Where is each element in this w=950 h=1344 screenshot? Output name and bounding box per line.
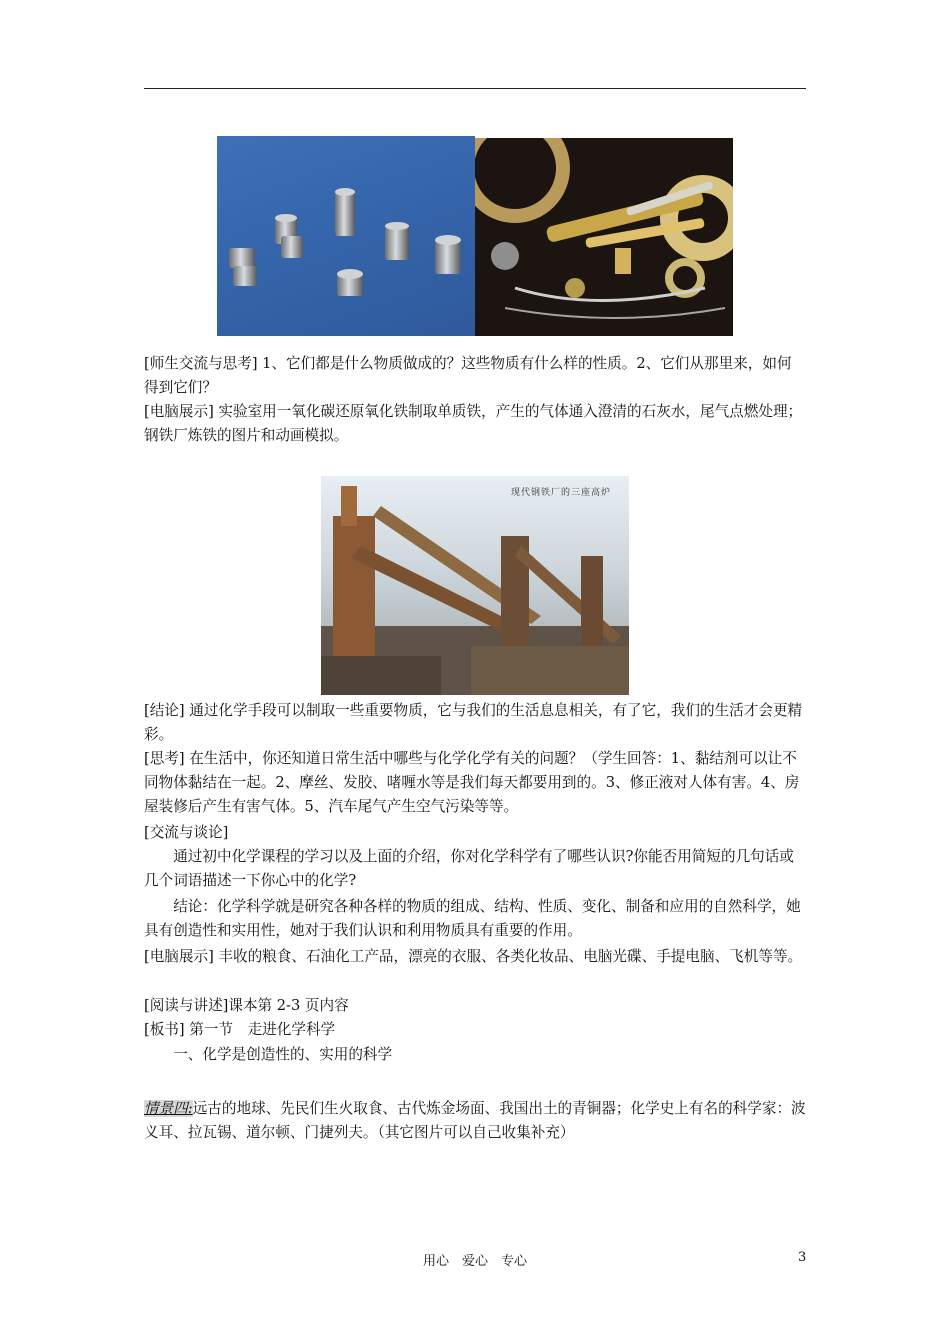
paragraph-question: 通过初中化学课程的学习以及上面的介绍，你对化学科学有了哪些认识?你能否用简短的几句话或几个词语描述一下你心中的化学? bbox=[144, 848, 794, 889]
blast-furnace-photo bbox=[321, 476, 629, 695]
paragraph-discussion: [师生交流与思考] 1、它们都是什么物质做成的？这些物质有什么样的性质。2、它们从那里来，如何得到它们？ bbox=[144, 355, 792, 396]
scenario-text: 远古的地球、先民们生火取食、古代炼金场面、我国出土的青铜器；化学史上有名的科学家：波义耳、拉瓦锡、道尔顿、门捷列夫。（其它图片可以自己收集补充） bbox=[144, 1100, 806, 1141]
header-rule bbox=[144, 88, 806, 89]
paragraph-scenario-four bbox=[144, 1097, 806, 1145]
scenario-tag: 情景四: bbox=[144, 1100, 193, 1117]
brass-metal-parts-photo bbox=[475, 138, 733, 336]
paragraph-computer-demo: [电脑展示] 实验室用一氧化碳还原氧化铁制取单质铁，产生的气体通入澄清的石灰水，尾气点燃处理；钢铁厂炼铁的图片和动画模拟。 bbox=[144, 403, 803, 444]
page-number: 3 bbox=[798, 1250, 807, 1265]
paragraph-thinking: [思考] 在生活中，你还知道日常生活中哪些与化学化学有关的问题？（学生回答：1、黏结剂可以让不同物体黏结在一起。2、摩丝、发胶、啫喱水等是我们每天都要用到的。3、修正液对人体有害。4、房屋装修后产生有害气体。5、汽车尾气产生空气污染等等。 bbox=[144, 750, 800, 815]
metal-cylinders-photo bbox=[217, 136, 475, 336]
paragraph-reading: [阅读与讲述]课本第 2-3 页内容 bbox=[144, 997, 349, 1014]
paragraph-exchange-heading: [交流与谈论] bbox=[144, 824, 229, 841]
paragraph-computer-demo-2: [电脑展示] 丰收的粮食、石油化工产品，漂亮的衣服、各类化妆品、电脑光碟、手提电脑、飞机等等。 bbox=[144, 948, 803, 965]
paragraph-section-heading: 一、化学是创造性的、实用的科学 bbox=[173, 1046, 393, 1063]
paragraph-blackboard: [板书] 第一节 走进化学科学 bbox=[144, 1021, 336, 1038]
furnace-caption: 现代钢铁厂的三座高炉 bbox=[511, 488, 612, 498]
footer-motto: 用心 爱心 专心 bbox=[422, 1254, 527, 1269]
paragraph-definition: 结论：化学科学就是研究各种各样的物质的组成、结构、性质、变化、制备和应用的自然科学，她具有创造性和实用性，她对于我们认识和利用物质具有重要的作用。 bbox=[144, 898, 801, 939]
paragraph-conclusion: [结论] 通过化学手段可以制取一些重要物质，它与我们的生活息息相关，有了它，我们的生活才会更精彩。 bbox=[144, 702, 803, 743]
